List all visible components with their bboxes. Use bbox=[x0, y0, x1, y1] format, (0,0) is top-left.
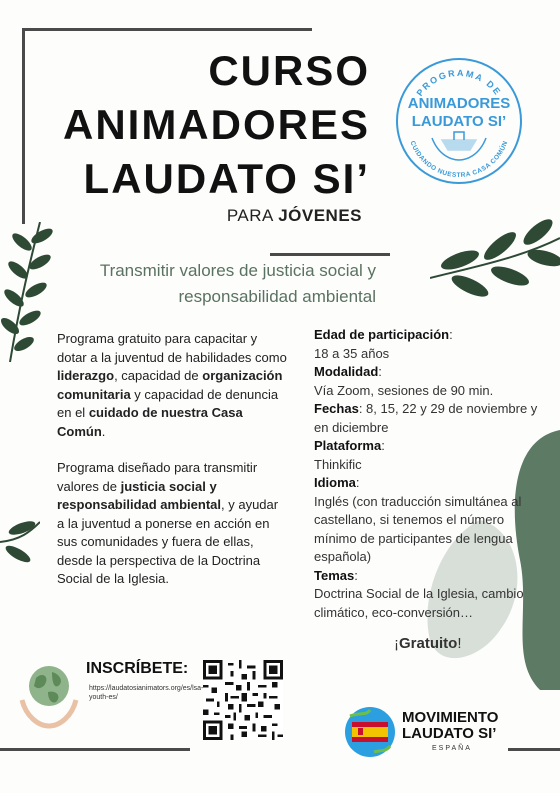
svg-text:PROGRAMA DE bbox=[415, 68, 504, 98]
gratuito-pre: ¡ bbox=[394, 635, 399, 652]
temas-value: Doctrina Social de la Iglesia, cambio climático, eco-conversión… bbox=[314, 586, 524, 620]
frame-line-top bbox=[22, 28, 312, 31]
modalidad-value: Vía Zoom, sesiones de 90 min. bbox=[314, 382, 494, 398]
programa-animadores-badge bbox=[394, 56, 524, 186]
earth-in-hands-icon bbox=[18, 660, 80, 732]
badge-main-1: ANIMADORES bbox=[407, 95, 511, 112]
title-line-3: LAUDATO SI’ bbox=[83, 155, 370, 202]
idioma-row: Idioma: bbox=[314, 475, 360, 490]
registration-link[interactable]: https://laudatosianimators.org/es/lsa-youth-es/ bbox=[89, 685, 204, 701]
tagline-line-2: responsabilidad ambiental bbox=[178, 287, 376, 306]
fechas-value: : 8, 15, 22 y 29 de noviembre y en diciembre bbox=[314, 401, 538, 435]
badge-top-text: PROGRAMA DE bbox=[414, 67, 504, 98]
p1-bold-2: organización comunitaria bbox=[57, 368, 283, 402]
idioma-label: Idioma bbox=[314, 475, 356, 490]
qr-code[interactable] bbox=[203, 660, 283, 740]
title-line-1: CURSO bbox=[208, 47, 370, 94]
subtitle-bold: JÓVENES bbox=[278, 206, 362, 225]
gratuito-post: ! bbox=[457, 635, 462, 652]
p2-text-1: Programa diseñado para transmitir valores de bbox=[57, 460, 258, 494]
p1-text-4: . bbox=[101, 423, 106, 439]
movimiento-line-1: MOVIMIENTO bbox=[402, 709, 499, 726]
gratuito-label bbox=[394, 635, 462, 652]
edad-row: Edad de participación: bbox=[314, 327, 453, 342]
inscribete-heading: INSCRÍBETE: bbox=[86, 660, 189, 677]
gratuito-bold: Gratuito bbox=[399, 635, 458, 652]
p1-text-1: Programa gratuito para capacitar y dotar a la juventud de habilidades como bbox=[57, 331, 287, 365]
page-title bbox=[40, 44, 370, 206]
p2-text-2: , y ayudar a la juventud a ponerse en acción en sus comunidades y fuera de ellas, desde la perspectiva de la Doctrina Social de la Iglesia. bbox=[57, 497, 279, 586]
ark-hands-icon bbox=[432, 132, 486, 160]
description-paragraph-1 bbox=[57, 330, 287, 441]
frame-line-left bbox=[22, 28, 25, 224]
badge-main-2: LAUDATO SI’ bbox=[411, 113, 507, 130]
title-line-2: ANIMADORES bbox=[62, 101, 370, 148]
fechas-row bbox=[314, 400, 550, 437]
plataforma-value: Thinkific bbox=[314, 456, 362, 472]
movimiento-line-2: LAUDATO SI’ bbox=[402, 725, 497, 742]
movimiento-logo-text bbox=[402, 710, 498, 742]
leaf-branch-right-icon bbox=[430, 218, 560, 318]
movimiento-globe-icon bbox=[344, 706, 396, 758]
p1-bold-1: liderazgo bbox=[57, 368, 115, 383]
temas-label: Temas bbox=[314, 567, 355, 583]
details-column bbox=[314, 326, 550, 622]
p2-bold-1: justicia social y responsabilidad ambiental bbox=[57, 478, 221, 512]
bottom-rule-right bbox=[508, 748, 560, 751]
plataforma-row: Plataforma: bbox=[314, 438, 385, 453]
badge-bottom-text: CUIDANDO NUESTRA CASA COMÚN bbox=[408, 139, 510, 180]
tagline bbox=[40, 258, 376, 310]
fechas-label: Fechas bbox=[314, 401, 359, 416]
bottom-rule-left bbox=[0, 748, 190, 751]
modalidad-row: Modalidad: bbox=[314, 364, 382, 379]
edad-label: Edad de participación bbox=[314, 327, 450, 342]
tagline-line-1: Transmitir valores de justicia social y bbox=[99, 261, 376, 280]
p1-bold-3: cuidado de nuestra Casa Común bbox=[57, 405, 243, 439]
leaf-branch-bottom-left-icon bbox=[0, 512, 40, 572]
description-column bbox=[57, 330, 287, 607]
subtitle bbox=[200, 206, 362, 226]
plataforma-label: Plataforma bbox=[314, 438, 382, 453]
p1-text-2: , capacidad de bbox=[114, 368, 203, 383]
description-paragraph-2 bbox=[57, 459, 287, 589]
movimiento-country: ESPAÑA bbox=[432, 745, 472, 752]
modalidad-label: Modalidad bbox=[314, 364, 379, 379]
temas-row: Temas: bbox=[314, 567, 358, 583]
frame-line-under-title bbox=[270, 253, 390, 256]
edad-value: 18 a 35 años bbox=[314, 345, 390, 361]
subtitle-prefix: PARA bbox=[226, 206, 279, 225]
idioma-value: Inglés (con traducción simultánea al castellano, si tenemos el número mínimo de participantes de lengua española) bbox=[314, 493, 522, 564]
p1-text-3: y capacidad de denuncia en el bbox=[57, 386, 279, 420]
